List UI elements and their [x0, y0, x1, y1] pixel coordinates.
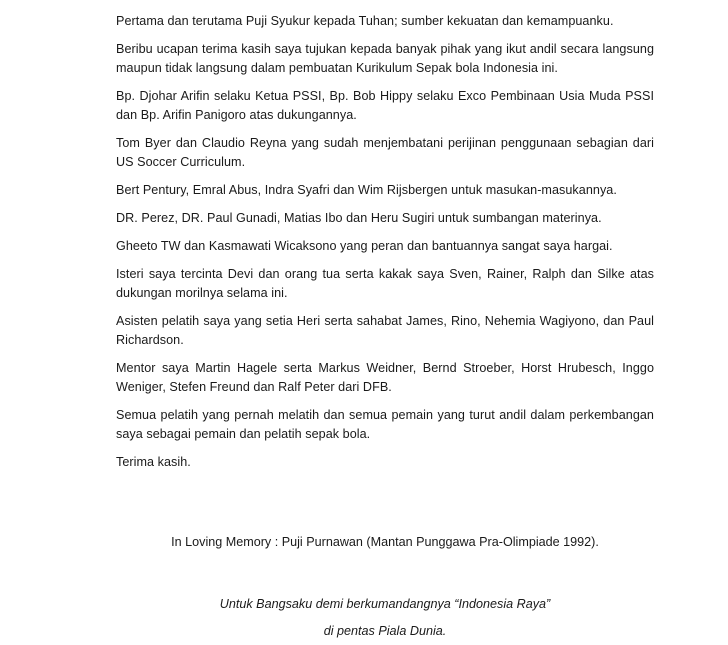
- paragraph-mentors: Mentor saya Martin Hagele serta Markus Weidner, Bernd Stroeber, Horst Hrubesch, Inggo Weniger, Stefen Freund dan Ralf Peter dari DFB.: [116, 361, 654, 394]
- paragraph-helpers: Gheeto TW dan Kasmawati Wicaksono yang peran dan bantuannya sangat saya hargai.: [116, 239, 613, 253]
- paragraph-all-coaches-players: Semua pelatih yang pernah melatih dan semua pemain yang turut andil dalam perkembangan saya sebagai pemain dan pelatih sepak bola.: [116, 408, 654, 441]
- dedication: [0, 591, 728, 645]
- dedication-line-2: di pentas Piala Dunia.: [323, 624, 447, 638]
- paragraph-pssi: Bp. Djohar Arifin selaku Ketua PSSI, Bp. Bob Hippy selaku Exco Pembinaan Usia Muda PSSI dan Bp. Arifin Panigoro atas dukungannya.: [116, 89, 654, 122]
- paragraph-assistants: Asisten pelatih saya yang setia Heri serta sahabat James, Rino, Nehemia Wagiyono, dan Paul Richardson.: [116, 314, 654, 347]
- acknowledgements-section: [116, 12, 654, 481]
- paragraph-us-soccer: Tom Byer dan Claudio Reyna yang sudah menjembatani perijinan penggunaan sebagian dari US Soccer Curriculum.: [116, 136, 654, 169]
- in-loving-memory: In Loving Memory : Puji Purnawan (Mantan Punggawa Pra-Olimpiade 1992).: [171, 535, 599, 549]
- paragraph-family: Isteri saya tercinta Devi dan orang tua serta kakak saya Sven, Rainer, Ralph dan Silke atas dukungan morilnya selama ini.: [116, 267, 654, 300]
- paragraph-thanks-intro: Beribu ucapan terima kasih saya tujukan kepada banyak pihak yang ikut andil secara langsung maupun tidak langsung dalam pembuatan Kurikulum Sepak bola Indonesia ini.: [116, 42, 654, 75]
- dedication-line-1: Untuk Bangsaku demi berkumandangnya “Indonesia Raya”: [219, 597, 551, 611]
- paragraph-material-contributors: DR. Perez, DR. Paul Gunadi, Matias Ibo dan Heru Sugiri untuk sumbangan materinya.: [116, 211, 602, 225]
- paragraph-closing: Terima kasih.: [116, 455, 191, 469]
- paragraph-gratitude: Pertama dan terutama Puji Syukur kepada Tuhan; sumber kekuatan dan kemampuanku.: [116, 14, 614, 28]
- paragraph-coaches-input: Bert Pentury, Emral Abus, Indra Syafri dan Wim Rijsbergen untuk masukan-masukannya.: [116, 183, 617, 197]
